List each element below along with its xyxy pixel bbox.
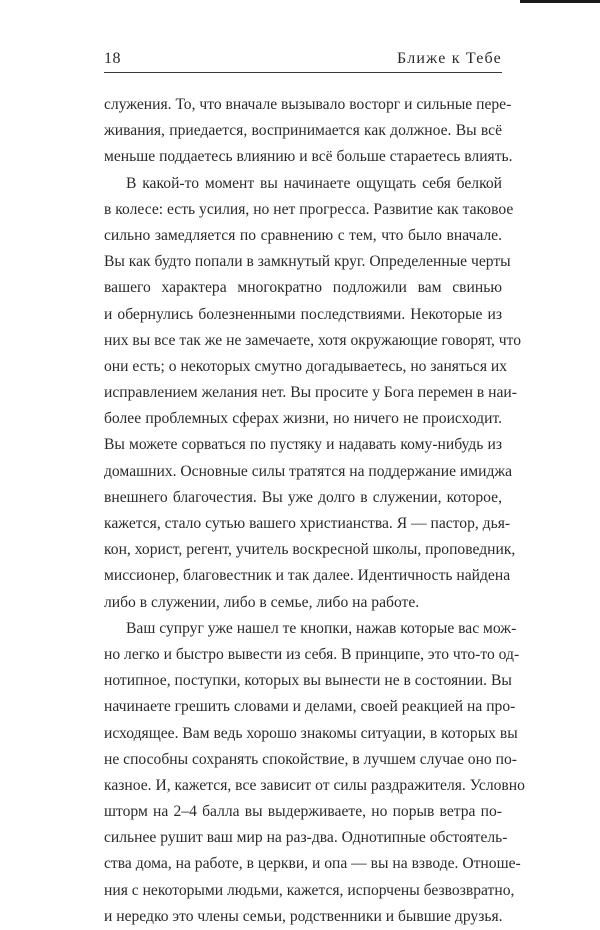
text-line: шторм на 2–4 балла вы выдерживаете, но порыв ветра по- (104, 803, 502, 821)
body-text (104, 92, 525, 930)
text-line: внешнего благочестия. Вы уже долго в служении, которое, (104, 488, 502, 506)
text-line: ства дома, на работе, в церкви, и опа — вы на взводе. Отноше- (104, 855, 521, 873)
text-line: казное. И, кажется, все зависит от силы раздражителя. Условно (104, 776, 525, 794)
paragraph-first-line: Ваш супруг уже нашел те кнопки, нажав которые вас мож- (126, 619, 517, 637)
top-edge-rule (520, 0, 600, 3)
page-number: 18 (104, 50, 121, 67)
text-line: но легко и быстро вывести из себя. В принципе, это что-то од- (104, 645, 520, 663)
text-line: и обернулись болезненными последствиями. Некоторые из (104, 305, 502, 323)
text-line: ния с некоторыми людьми, кажется, испорчены безвозвратно, (104, 881, 515, 899)
text-line: они есть; о некоторых смутно догадываетесь, но заняться их (104, 357, 508, 375)
text-line: в колесе: есть усилия, но нет прогресса. Развитие как таковое (104, 200, 514, 218)
text-line: меньше поддаетесь влиянию и всё больше стараетесь влиять. (104, 148, 513, 166)
paragraph-first-line: В какой-то момент вы начинаете ощущать себя белкой (126, 174, 502, 192)
text-line: сильно замедляется по сравнению с тем, что было вначале. (104, 226, 502, 244)
text-line: кон, хорист, регент, учитель воскресной школы, проповедник, (104, 541, 516, 559)
running-title: Ближе к Тебе (397, 50, 502, 67)
text-line: сильнее рушит ваш мир на раз-два. Однотипные обстоятель- (104, 829, 508, 847)
text-line: вашего характера многократно подложили вам свинью (104, 279, 502, 297)
text-line: нотипное, поступки, которых вы вынести не в состоянии. Вы (104, 672, 512, 690)
text-line: Вы как будто попали в замкнутый круг. Определенные черты (104, 253, 511, 271)
text-line: Вы можете сорваться по пустяку и надавать кому-нибудь из (104, 436, 502, 454)
running-header (104, 44, 502, 73)
text-line: начинаете грешить словами и делами, своей реакцией на про- (104, 698, 516, 716)
text-line: и нередко это члены семьи, родственники и бывшие друзья. (104, 907, 503, 925)
text-line: домашних. Основные силы тратятся на поддержание имиджа (104, 462, 513, 480)
text-line: них вы все так же не замечаете, хотя окружающие говорят, что (104, 331, 522, 349)
text-line: кажется, стало сутью вашего христианства. Я — пастор, дья- (104, 515, 511, 532)
text-line: исправлением желания нет. Вы просите у Бога перемен в наи- (104, 384, 517, 402)
text-line: служения. То, что вначале вызывало восторг и сильные пере- (104, 96, 512, 113)
text-line: исходящее. Вам ведь хорошо знакомы ситуации, в которых вы (104, 724, 518, 742)
text-line: не способны сохранять спокойствие, в лучшем случае оно по- (104, 750, 517, 768)
text-line: миссионер, благовестник и так далее. Идентичность найдена (104, 567, 511, 585)
text-line: более проблемных сферах жизни, но ничего не происходит. (104, 410, 502, 428)
text-line: живания, приедается, воспринимается как должное. Вы всё (104, 122, 502, 140)
text-line: либо в служении, либо в семье, либо на работе. (104, 593, 420, 611)
